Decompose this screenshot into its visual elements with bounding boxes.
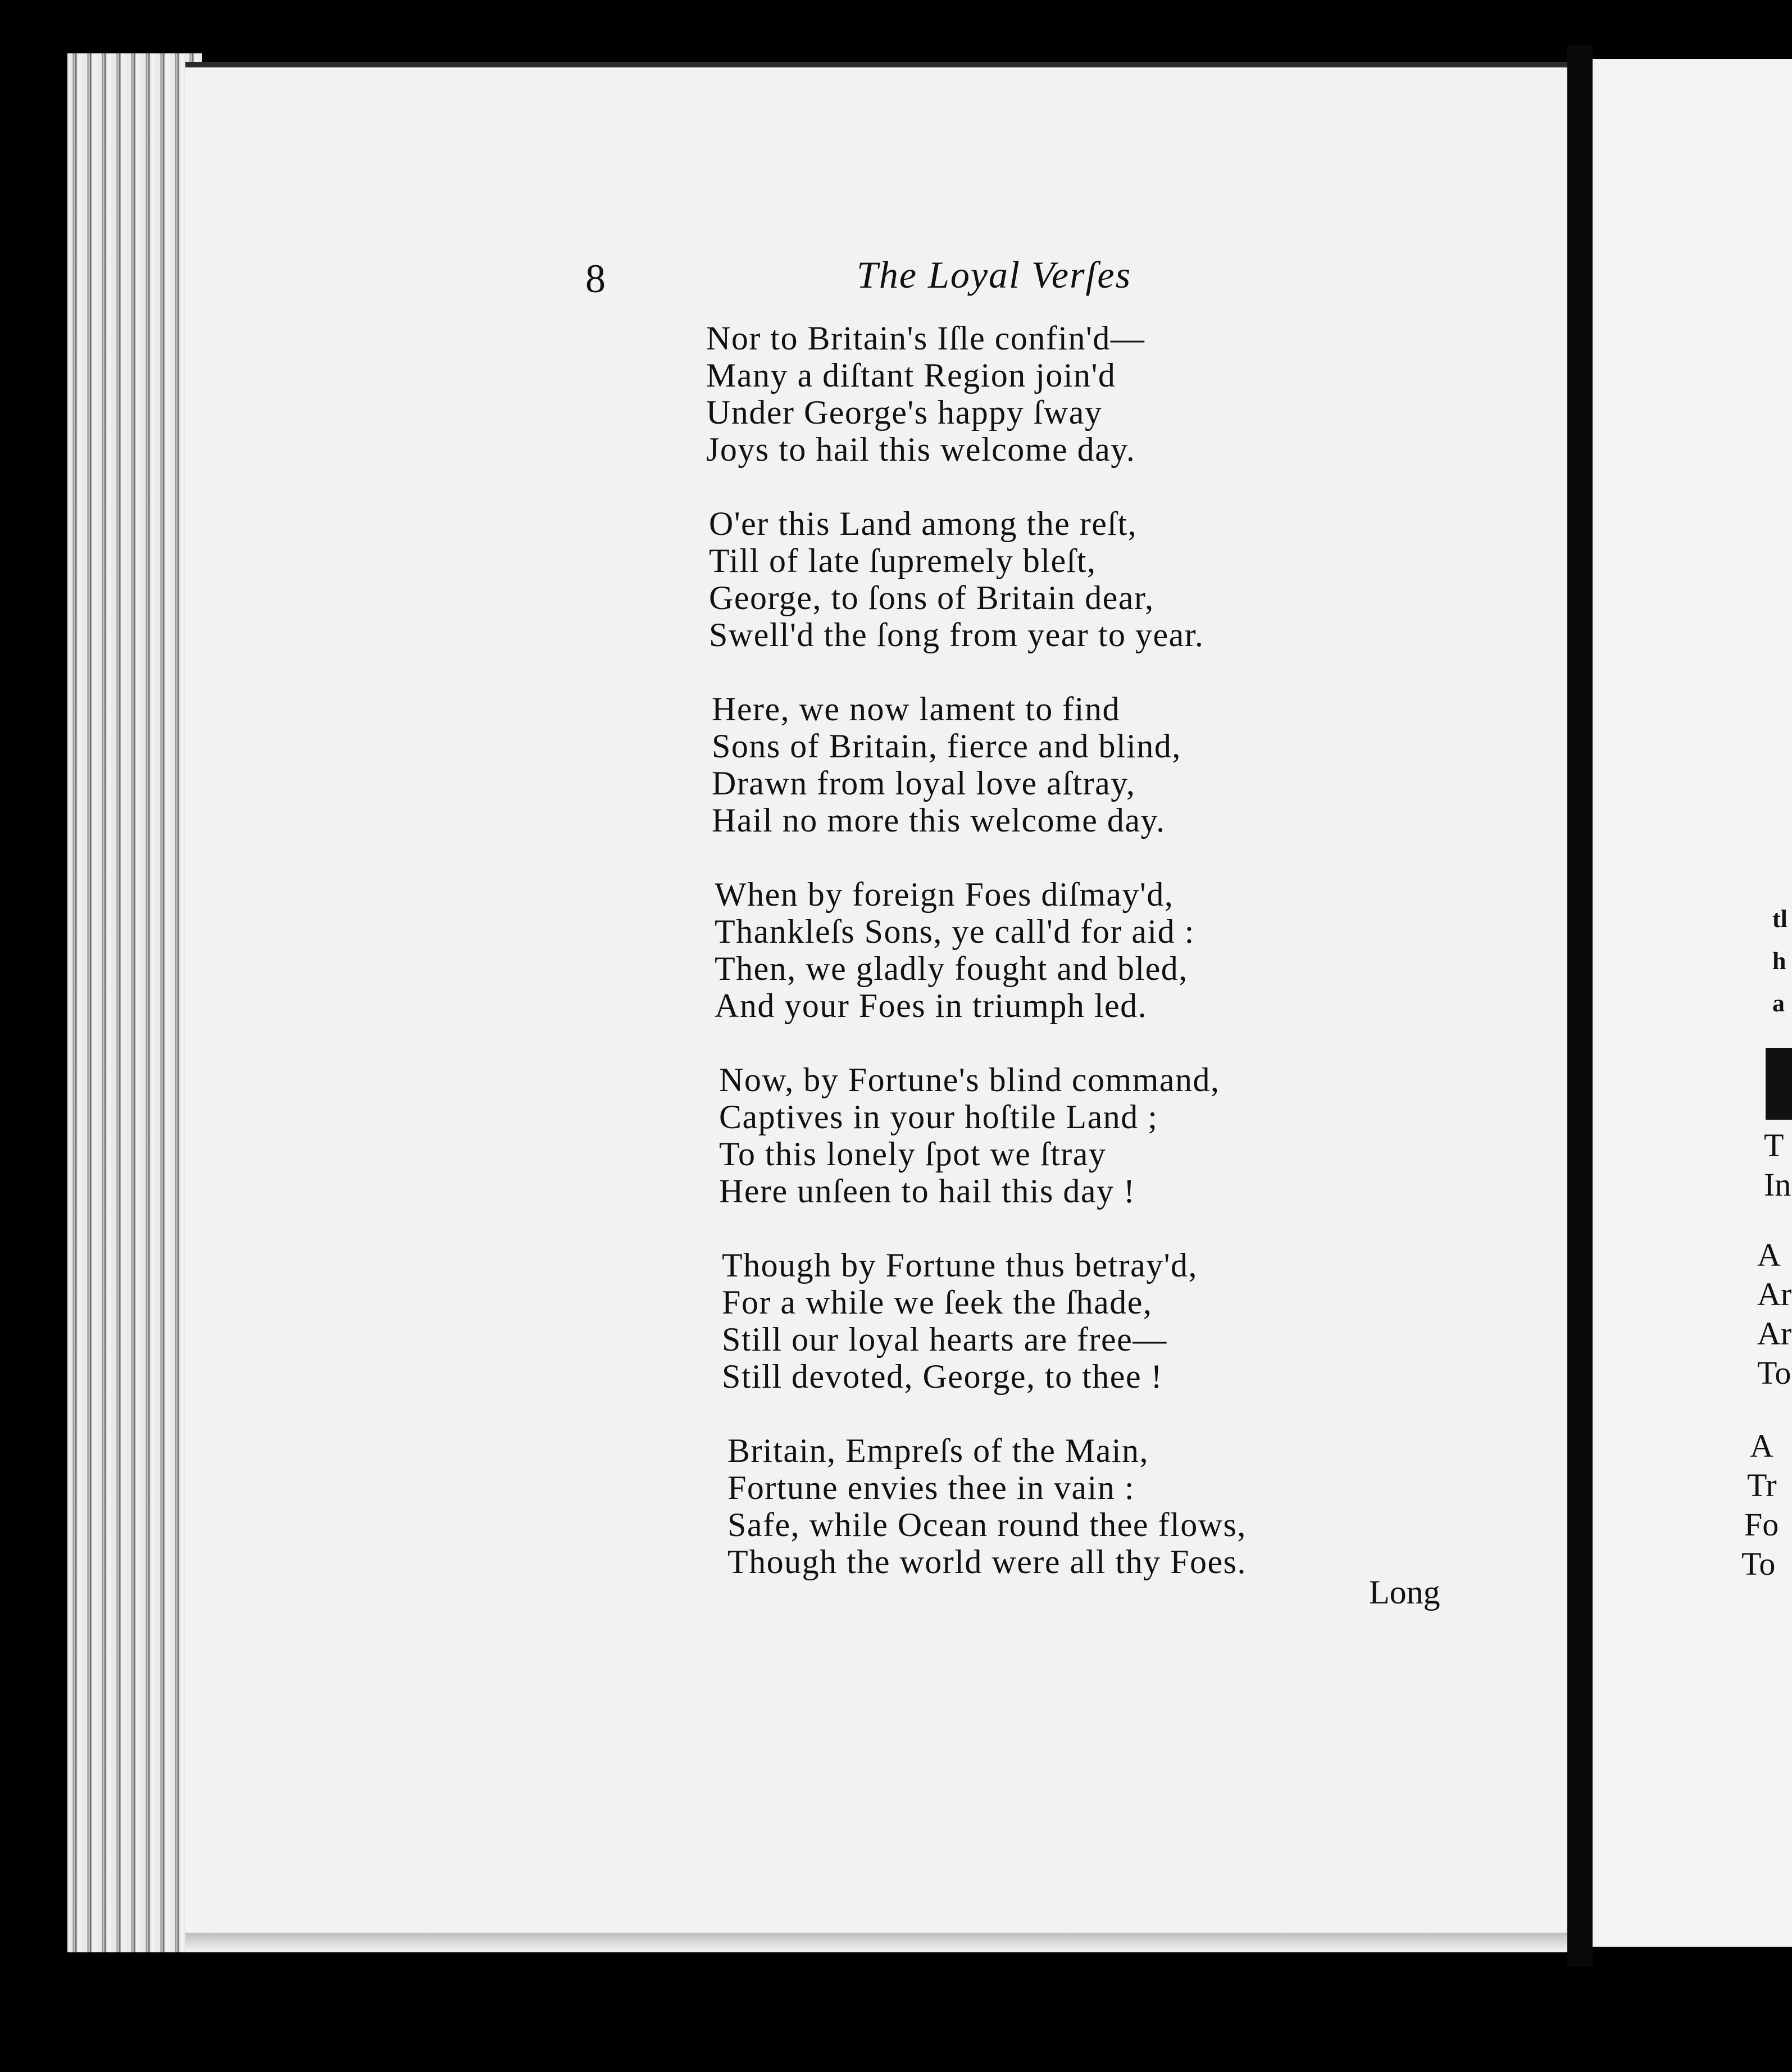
poem-line: And your Foes in triumph led. [715,987,1148,1024]
poem-line: Captives in your hoſtile Land ; [719,1098,1158,1135]
right-page-fragment: A [1750,1428,1773,1464]
right-page-fragment: Tr [1747,1467,1777,1503]
page-number: 8 [585,256,606,301]
poem-line: Here, we now lament to find [712,690,1120,728]
poem-line: Sons of Britain, fierce and blind, [712,728,1181,765]
poem-line: Under George's happy ſway [706,394,1103,431]
poem-line: Joys to hail this welcome day. [706,431,1136,468]
right-page-fragment: To [1741,1546,1776,1582]
right-page-fragment: In [1764,1166,1791,1203]
book-gutter [1567,45,1593,1966]
poem-line: Safe, while Ocean round thee flows, [727,1506,1247,1543]
poem-line: Till of late ſupremely bleſt, [709,542,1097,579]
poem-line: Now, by Fortune's blind command, [719,1061,1220,1098]
poem-line: Hail no more this welcome day. [712,802,1166,839]
right-page-fragment: tl [1772,905,1788,933]
poem-line: O'er this Land among the reſt, [709,505,1138,542]
catchword: Long [1369,1574,1440,1611]
poem-line: Many a diſtant Region join'd [706,357,1116,394]
poem-line: Thankleſs Sons, ye call'd for aid : [715,913,1195,950]
poem-line: Here unſeen to hail this day ! [719,1173,1136,1210]
right-page-fragment: a [1772,989,1785,1017]
poem-line: Fortune envies thee in vain : [727,1469,1135,1506]
poem-line: Britain, Empreſs of the Main, [727,1432,1149,1469]
right-page-fragment: T [1764,1127,1784,1164]
right-page-fragment: A [1757,1237,1781,1273]
poem-line: When by foreign Foes diſmay'd, [715,876,1174,913]
right-page-fragment: To [1757,1355,1791,1391]
poem-line: Still our loyal hearts are free— [722,1321,1167,1358]
right-page-fragment: h [1772,947,1786,975]
book-page-edges [67,53,202,1952]
poem-line: To this lonely ſpot we ſtray [719,1135,1107,1173]
poem-line: Though the world were all thy Foes. [727,1543,1247,1580]
right-page-fragment: Ar [1757,1276,1792,1312]
poem-line: Nor to Britain's Iſle confin'd— [706,320,1145,357]
poem-line: Though by Fortune thus betray'd, [722,1247,1198,1284]
poem-line: George, to ſons of Britain dear, [709,579,1154,616]
right-page-fragment: Ar [1757,1315,1792,1352]
running-title: The Loyal Verſes [857,253,1132,296]
poem-line: For a while we ſeek the ſhade, [722,1284,1153,1321]
poem-line: Then, we gladly fought and bled, [715,950,1188,987]
left-page-bottom-edge [185,1933,1567,1952]
poem-line: Still devoted, George, to thee ! [722,1358,1163,1395]
poem-line: Drawn from loyal love aſtray, [712,765,1136,802]
poem-line: Swell'd the ſong from year to year. [709,616,1204,653]
right-page [1593,59,1792,1947]
right-page-drop-initial [1766,1048,1792,1120]
right-page-fragment: Fo [1744,1506,1779,1543]
